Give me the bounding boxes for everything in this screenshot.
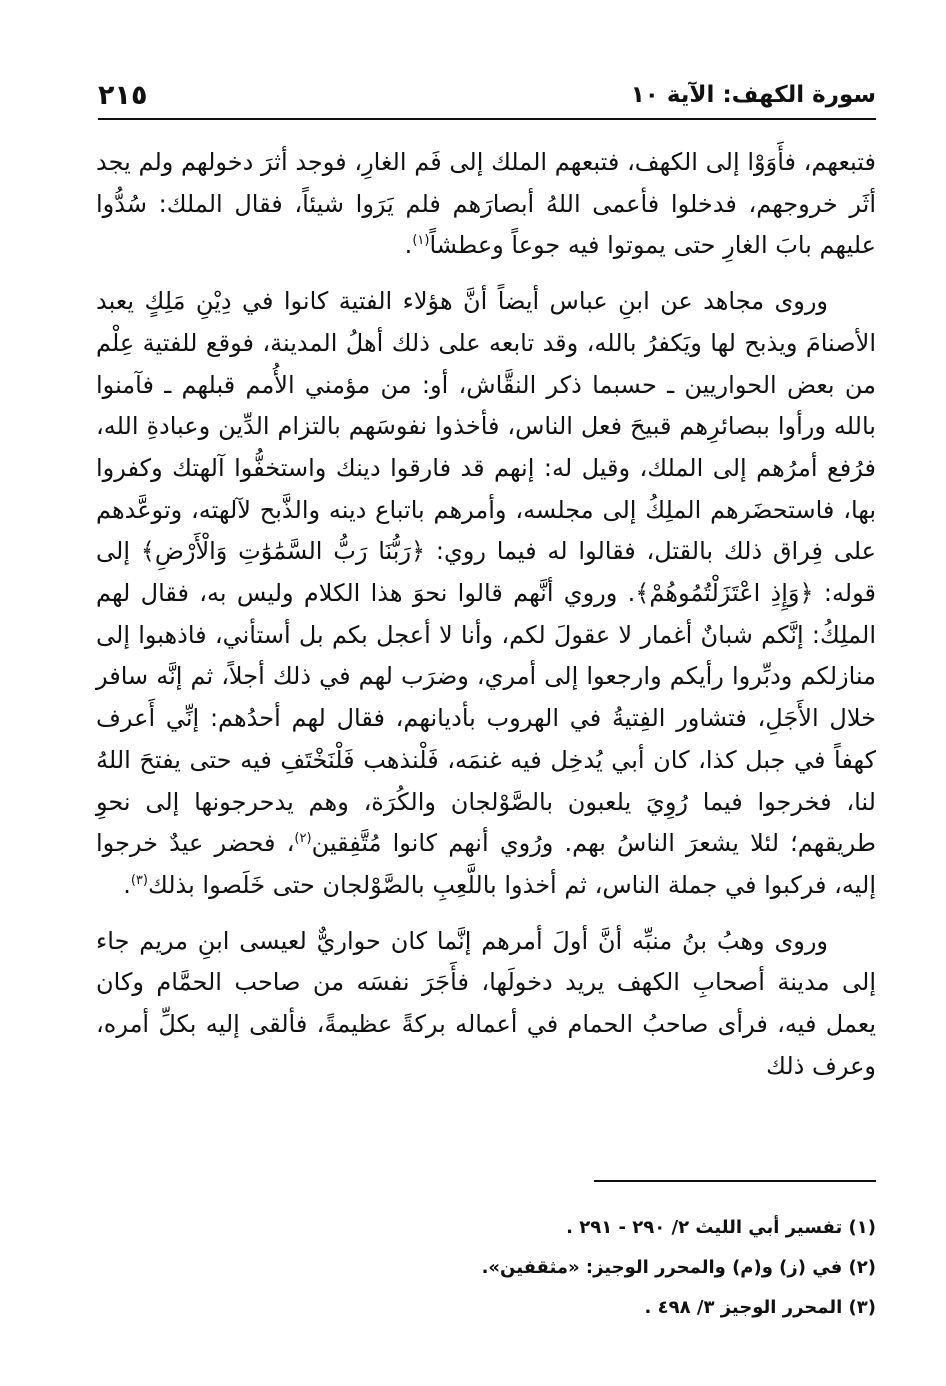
paragraph-text: وروى مجاهد عن ابنِ عباس أيضاً أنَّ هؤلاء الفتية كانوا في دِيْنِ مَلِكٍ يعبد الأصنامَ ويذبح لها ويَكفرُ بالله، وقد تابعه على ذلك أهلُ المدينة، فوقع للفتية عِلْم من بعض الحواريين ـ حسبما ذكر النقَّاش، أو: من مؤمني الأُمم قبلهم ـ فآمنوا بالله ورأوا ببصائرِهم قبيحَ فعل الناس، فأخذوا نفوسَهم بالتزام الدِّين وعبادةِ الله، فرُفع أمرُهم إلى الملك، وقيل له: إنهم قد فارقوا دينك واستخفُّوا آلهتك وكفروا بها، فاستحضَرهم الملِكُ إلى مجلسه، وأمرهم باتباع دينه والذَّبح لآلهته، وتوعَّدهم على فِراق ذلك بالقتل، فقالوا له فيما روي: ﴿رَبُّنَا رَبُّ السَّمَٰوَٰتِ وَالْأَرْضِ﴾ إلى قوله: ﴿وَإِذِ اعْتَزَلْتُمُوهُمْ﴾. وروي أنَّهم قالوا نحوَ هذا الكلام وليس به، فقال لهم الملِكُ: إنَّكم شبانٌ أغمار لا عقولَ لكم، وأنا لا أعجل بكم بل أستأني، فاذهبوا إلى منازلكم ودبِّروا رأيكم وارجعوا إلى أمري، وضرَب لهم في ذلك أجلاً، ثم إنَّه سافر خلال الأَجَلِ، فتشاور الفِتيةُ في الهروب بأديانهم، فقال لهم أحدُهم: إنِّي أَعرف كهفاً في جبل كذا، كان أبي يُدخِل فيه غنمَه، فَلْنذهب فَلْنَخْتَفِ فيه حتى يفتحَ اللهُ لنا، فخرجوا فيما رُوِيَ يلعبون بالصَّوْلجان والكُرَة، وهم يدحرجونها إلى نحوِ طريقهم؛ لئلا يشعرَ الناسُ بهم. ورُوي أنهم كانوا مُتَّفِقين [96,287,877,858]
paragraph-1 [96,142,876,267]
paragraph-3 [96,921,876,1088]
page-header [98,72,876,120]
footnote-marker[interactable]: (٣) [130,872,148,888]
page-number: ٢١٥ [98,79,148,111]
paragraph-text: وروى وهبُ بنُ منبِّه أنَّ أولَ أمرهم إنَّما كان حواريٌّ لعيسى ابنِ مريم جاء إلى مدينة أصحابِ الكهف يريد دخولَها، فأَجَرَ نفسَه من صاحب الحمَّام وكان يعمل فيه، فرأى صاحبُ الحمام في أعماله بركةً عظيمةً، فألقى إليه بكلِّ أمره، وعرف ذلك [96,926,876,1080]
footnote-marker[interactable]: (١) [412,233,430,249]
paragraph-tail: ، فحضر عيدٌ خرجوا إليه، فركبوا في جملة الناس، ثم أخذوا باللَّعِبِ بالصَّوْلجان حتى خَلَصوا بذلك [96,829,876,899]
surah-title: سورة الكهف: الآية ١٠ [630,82,876,108]
footnote-3: (٣) المحرر الوجيز ٣/ ٤٩٨ . [644,1297,876,1318]
paragraph-2 [96,281,876,907]
footnotes [96,1208,876,1328]
footnote-marker[interactable]: (٢) [294,831,312,847]
paragraph-tail: . [404,231,413,260]
main-text [96,142,876,1101]
footnote-divider [594,1180,876,1182]
footnote-1: (١) تفسير أبي الليث ٢/ ٢٩٠ - ٢٩١ . [566,1217,876,1238]
paragraph-text: فتبعهم، فأَوَوْا إلى الكهف، فتبعهم الملك إلى فَم الغارِ، فوجد أثرَ دخولهم ولم يجد أثَر خروجهم، فدخلوا فأعمى اللهُ أبصارَهم فلم يَرَوا شيئاً، فقال الملك: سُدُّوا عليهم بابَ الغارِ حتى يموتوا فيه جوعاً وعطشاً [96,148,876,260]
paragraph-tail: . [123,870,131,899]
footnote-2: (٢) في (ز) و(م) والمحرر الوجيز: «مثقفين». [481,1257,876,1278]
